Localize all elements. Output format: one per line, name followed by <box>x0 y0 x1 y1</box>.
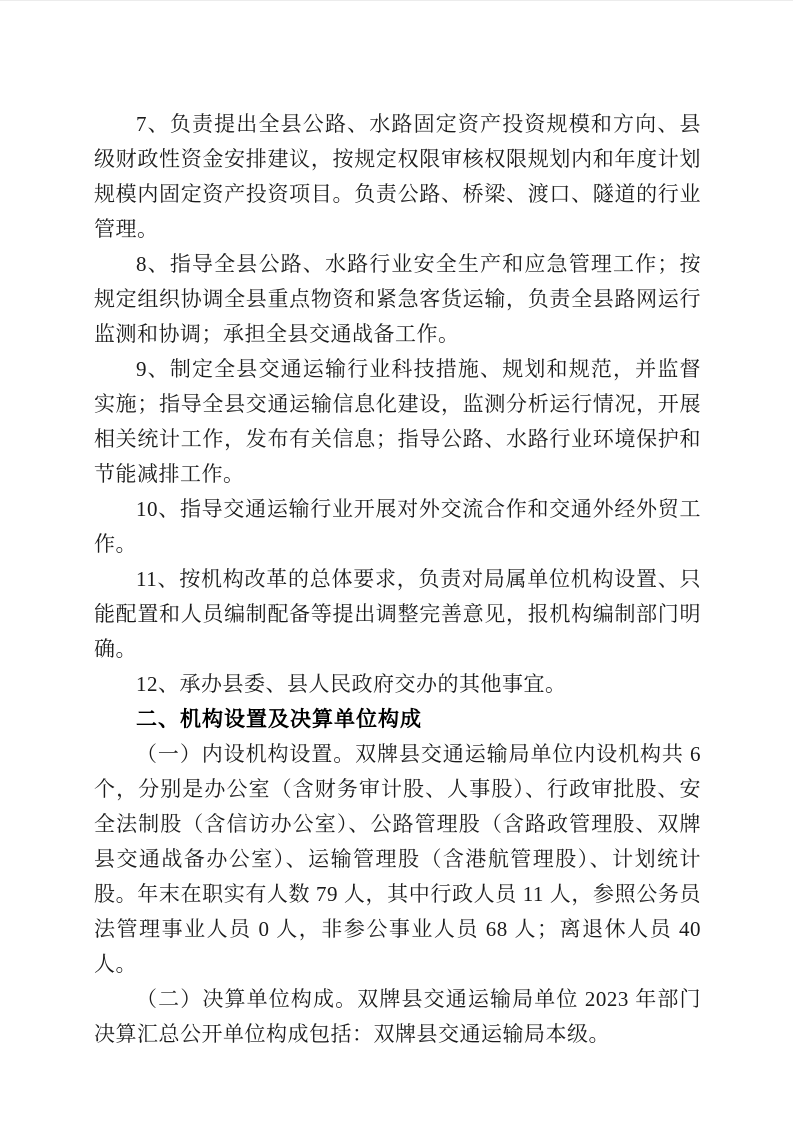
paragraph-duty-8: 8、指导全县公路、水路行业安全生产和应急管理工作；按规定组织协调全县重点物资和紧急客货运输，负责全县路网运行监测和协调；承担全县交通战备工作。 <box>94 252 701 346</box>
paragraph-internal-structure: （一）内设机构设置。双牌县交通运输局单位内设机构共 6 个，分别是办公室（含财务审计股、人事股）、行政审批股、安全法制股（含信访办公室）、公路管理股（含路政管理股、双牌县交通战备办公室）、运输管理股（含港航管理股）、计划统计股。年末在职实有人数 79 人，其中行政人员 11 人，参照公务员法管理事业人员 0 人，非参公事业人员 68 人；离退休人员 40 人。 <box>94 742 701 976</box>
paragraph-duty-7: 7、负责提出全县公路、水路固定资产投资规模和方向、县级财政性资金安排建议，按规定权限审核权限规划内和年度计划规模内固定资产投资项目。负责公路、桥梁、渡口、隧道的行业管理。 <box>94 112 701 241</box>
paragraph-duty-9: 9、制定全县交通运输行业科技措施、规划和规范，并监督实施；指导全县交通运输信息化建设，监测分析运行情况，开展相关统计工作，发布有关信息；指导公路、水路行业环境保护和节能减排工作。 <box>94 357 701 486</box>
paragraph-budget-unit-composition: （二）决算单位构成。双牌县交通运输局单位 2023 年部门决算汇总公开单位构成包括：双牌县交通运输局本级。 <box>94 987 701 1046</box>
document-body <box>94 107 701 1052</box>
paragraph-duty-11: 11、按机构改革的总体要求，负责对局属单位机构设置、只能配置和人员编制配备等提出调整完善意见，报机构编制部门明确。 <box>94 567 701 661</box>
paragraph-duty-12: 12、承办县委、县人民政府交办的其他事宜。 <box>136 672 567 696</box>
paragraph-duty-10: 10、指导交通运输行业开展对外交流合作和交通外经外贸工作。 <box>94 497 701 556</box>
section-heading-organization: 二、机构设置及决算单位构成 <box>136 708 422 731</box>
